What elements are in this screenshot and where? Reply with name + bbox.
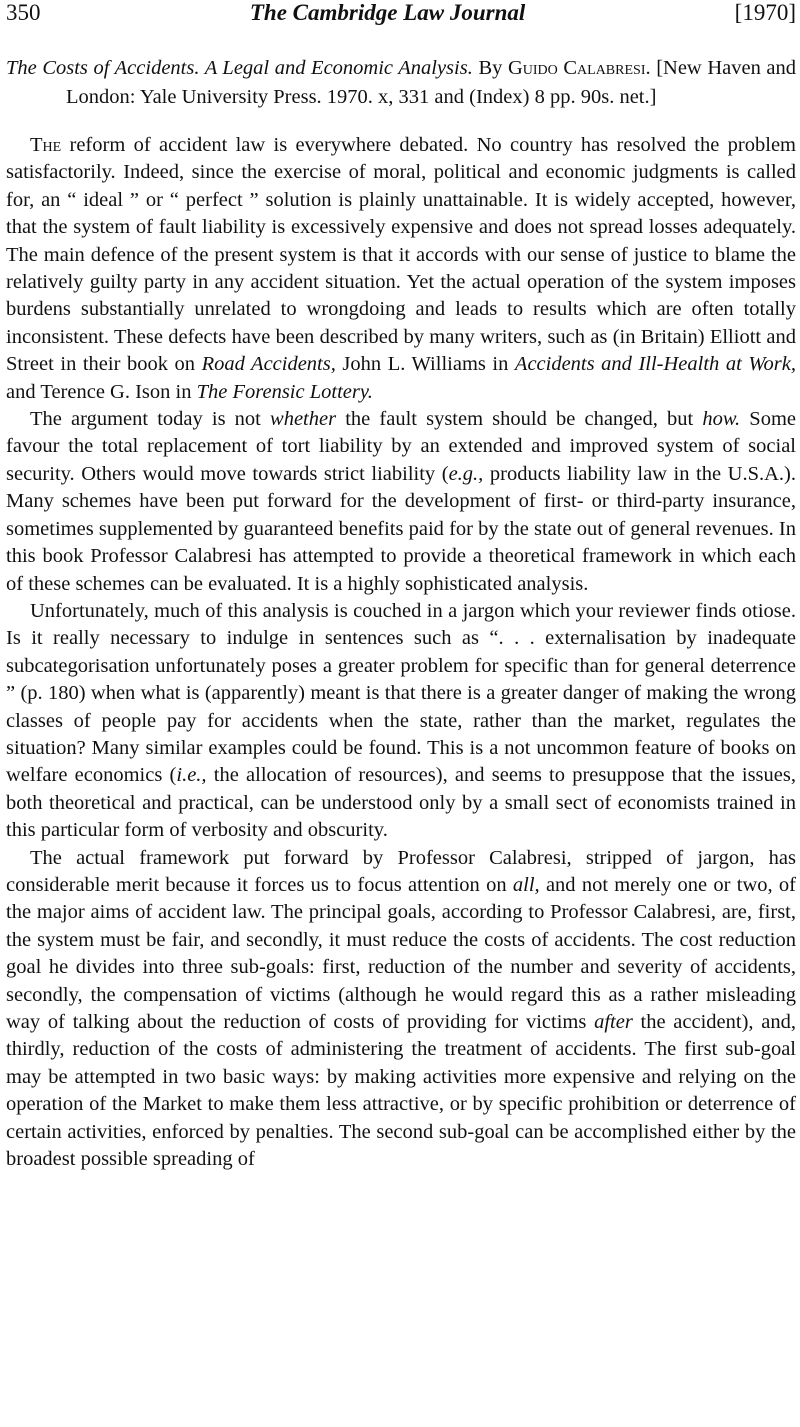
emphasis: all, — [512, 873, 540, 896]
text-run: Unfortunately, much of this analysis is couched in a jargon which your reviewer finds otiose. Is it really necessary to indulge in sentences such as “. . . externalisation by inadequate subcategorisation unfortunately poses a greater problem for specific than for general deterrence ” (p. 180) when what is (apparently) meant is that there is a greater danger of making the wrong classes of people pay for accidents when the state, rather than the market, regulates the situation? Many similar examples could be found. This is a not uncommon feature of books on welfare economics ( — [6, 599, 796, 787]
text-run: the accident), and, thirdly, reduction of the costs of administering the treatment of accidents. The first sub-goal may be attempted in two basic ways: by making activities more expensive and relying on the operation of the Market to make them less attractive, or by specific prohibition or deterrence of certain activities, enforced by penalties. The second sub-goal can be accomplished either by the broadest possible spreading of — [6, 1011, 796, 1171]
text-run: the fault system should be changed, but — [336, 408, 703, 431]
paragraph-1 — [6, 132, 796, 406]
page-number: 350 — [6, 0, 41, 25]
journal-title: The Cambridge Law Journal — [249, 0, 526, 25]
cited-title: The Forensic Lottery. — [196, 380, 373, 403]
emphasis: how. — [702, 408, 741, 431]
text-run: and not merely one or two, of the major aims of accident law. The principal goals, according to Professor Calabresi, are, first, the system must be fair, and secondly, it must reduce the costs of accidents. The cost reduction goal he divides into three sub-goals: first, reduction of the number and severity of accidents, secondly, the compensation of victims (although he would regard this as a rather misleading way of talking about the reduction of costs of providing for victims — [6, 873, 796, 1033]
text-run: The argument today is not — [30, 408, 271, 431]
text-run: reform of accident law is everywhere debated. No country has resolved the problem satisfactorily. Indeed, since the exercise of moral, political and economic judgments is called for, an “ ideal ” or “ perfect ” solution is plainly unattainable. It is widely accepted, however, that the system of fault liability is excessively expensive and does not spread losses adequately. The main defence of the present system is that it accords with our sense of justice to blame the relatively guilty party in any accident situation. Yet the actual operation of the system imposes burdens substantially unrelated to wrongdoing and leads to results which are often totally inconsistent. These defects have been described by many writers, such as (in Britain) Elliott and Street in their book on — [6, 134, 796, 376]
text-run: and Terence G. Ison in — [6, 380, 197, 403]
volume-year: [1970] — [734, 0, 796, 25]
paragraph-2 — [6, 406, 796, 598]
by-word: By — [478, 57, 503, 79]
text-run: Some favour the total replacement of tort liability by an extended and improved system of social security. Others would move towards strict liability ( — [6, 408, 796, 485]
text-run: the allocation of resources), and seems to presuppose that the issues, both theoretical and practical, can be understood only by a small sect of economists trained in this particular form of verbosity and obscurity. — [6, 764, 796, 842]
emphasis: i.e., — [176, 764, 207, 787]
emphasis: e.g., — [448, 462, 484, 485]
text-run: products liability law in the U.S.A.). Many schemes have been put forward for the development of first- or third-party insurance, sometimes supplemented by guaranteed benefits paid for by the state out of general revenues. In this book Professor Calabresi has attempted to provide a theoretical framework in which each of these schemes can be evaluated. It is a highly sophisticated analysis. — [6, 462, 796, 595]
publication-details: [New Haven and London: Yale University Press. 1970. x, 331 and (Index) 8 pp. 90s. net.] — [66, 57, 797, 108]
book-title: The Costs of Accidents. A Legal and Economic Analysis. — [6, 57, 473, 79]
emphasis: whether — [270, 408, 337, 431]
review-heading — [6, 54, 796, 112]
cited-title: Accidents and Ill-Health at Work, — [514, 353, 796, 376]
paragraph-4 — [6, 845, 796, 1174]
running-head — [6, 0, 796, 40]
book-author: Guido Calabresi. — [507, 57, 651, 79]
text-run: John L. Williams in — [335, 353, 515, 376]
lead-word: The — [30, 134, 62, 156]
cited-title: Road Accidents, — [201, 353, 336, 376]
text-run: The actual framework put forward by Professor Calabresi, stripped of jargon, has considerable merit because it forces us to focus attention on — [6, 846, 796, 896]
emphasis: after — [594, 1011, 633, 1033]
paragraph-3 — [6, 598, 796, 845]
